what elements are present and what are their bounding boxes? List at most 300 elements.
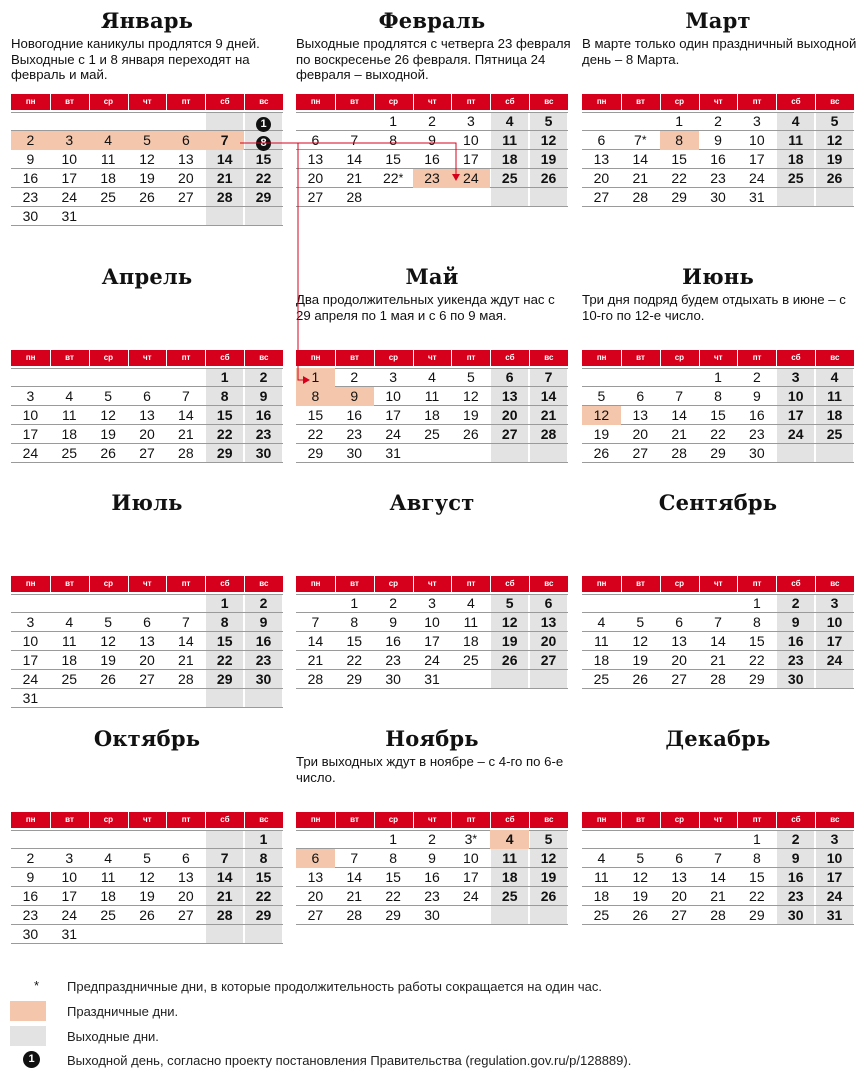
day-number: 27 [593, 189, 610, 205]
day-number: 16 [346, 407, 363, 423]
weekday-header: вт [621, 812, 660, 828]
day-number: 6 [181, 850, 190, 866]
day-number: 15 [216, 633, 233, 649]
day-number: 31 [826, 907, 843, 923]
weekday-header: пт [737, 576, 776, 592]
day-number: 14 [710, 633, 726, 649]
day-number: 12 [139, 869, 155, 885]
weekday-header: вт [335, 812, 374, 828]
weekday-header: вс [815, 94, 854, 110]
weekday-header: пн [582, 94, 621, 110]
day-cell [660, 444, 699, 463]
day-number: 1 [220, 595, 229, 611]
weekday-header: пн [11, 812, 50, 828]
day-cell [621, 188, 660, 207]
day-cell [776, 849, 815, 868]
day-number: 15 [216, 407, 233, 423]
day-number: 16 [787, 633, 804, 649]
day-number: 6 [505, 369, 514, 385]
day-cell [205, 131, 244, 150]
day-cell [413, 150, 452, 169]
day-cell [205, 368, 244, 387]
row-divider [11, 112, 283, 113]
day-cell [11, 651, 50, 670]
day-number: 8 [752, 614, 761, 630]
day-number: 5 [143, 132, 151, 148]
day-cell [374, 830, 413, 849]
transfer-badge-icon: 1 [256, 117, 271, 132]
day-cell [244, 188, 283, 207]
month-note: Новогодние каникулы продлятся 9 дней. Выходные с 1 и 8 января переходят на февраль и май. [11, 36, 260, 83]
day-number: 11 [827, 388, 842, 404]
day-cell [335, 406, 374, 425]
day-cell [529, 887, 568, 906]
day-cell [699, 368, 738, 387]
day-cell [166, 188, 205, 207]
day-cell [374, 651, 413, 670]
header-divider [699, 812, 700, 828]
day-number: 23 [346, 426, 363, 442]
day-number: 1 [220, 369, 229, 385]
day-number: 26 [540, 888, 557, 904]
day-cell [166, 406, 205, 425]
day-number: 30 [22, 208, 39, 224]
header-divider [166, 94, 167, 110]
day-cell [451, 112, 490, 131]
day-number: 30 [255, 445, 272, 461]
day-number: 7 [714, 614, 722, 630]
day-cell [451, 887, 490, 906]
header-divider [776, 812, 777, 828]
day-cell [776, 594, 815, 613]
day-number: 30 [22, 926, 39, 942]
day-cell [815, 887, 854, 906]
day-number: 11 [502, 850, 518, 866]
day-cell [50, 131, 89, 150]
day-number: 31 [61, 208, 78, 224]
day-number: 27 [671, 671, 687, 687]
day-cell [699, 849, 738, 868]
header-divider [374, 576, 375, 592]
day-cell [244, 444, 283, 463]
day-number: 18 [501, 869, 518, 885]
weekday-header: сб [205, 812, 244, 828]
header-divider [166, 350, 167, 366]
day-cell [244, 387, 283, 406]
day-cell [11, 169, 50, 188]
day-number: 26 [826, 170, 843, 186]
day-cell [776, 868, 815, 887]
day-number: 30 [710, 189, 726, 205]
day-number: 7 [714, 850, 722, 866]
weekday-header: вт [50, 812, 89, 828]
header-divider [205, 812, 206, 828]
day-cell [244, 406, 283, 425]
day-cell [128, 887, 167, 906]
header-divider [335, 94, 336, 110]
month-name: Ноябрь [385, 726, 479, 751]
day-number: 25 [61, 671, 78, 687]
legend-holiday [10, 1001, 850, 1021]
day-cell [205, 406, 244, 425]
header-divider [815, 812, 816, 828]
header-divider [451, 94, 452, 110]
day-number: 2 [389, 595, 398, 611]
day-number: 29 [255, 907, 272, 923]
day-cell [244, 670, 283, 689]
day-cell [490, 849, 529, 868]
day-number: 10 [385, 388, 401, 404]
day-number: 3 [791, 369, 800, 385]
header-divider [490, 94, 491, 110]
header-divider [50, 350, 51, 366]
day-cell [776, 112, 815, 131]
day-number: 11 [424, 388, 440, 404]
day-cell [451, 849, 490, 868]
day-cell [451, 632, 490, 651]
header-divider [50, 812, 51, 828]
day-number: 20 [178, 170, 194, 186]
weekday-header: чт [128, 94, 167, 110]
day-cell [529, 368, 568, 387]
day-cell [490, 169, 529, 188]
weekday-header: вт [621, 94, 660, 110]
day-cell [89, 651, 128, 670]
weekday-header: ср [89, 812, 128, 828]
weekday-header: ср [660, 812, 699, 828]
header-divider [128, 350, 129, 366]
day-cell [11, 150, 50, 169]
weekday-header: чт [413, 350, 452, 366]
day-number: 5 [505, 595, 514, 611]
day-cell [89, 906, 128, 925]
day-cell [582, 406, 621, 425]
day-number: 6 [181, 132, 190, 148]
day-number: 10 [22, 407, 39, 423]
day-number: 19 [139, 170, 155, 186]
weekday-header: сб [490, 812, 529, 828]
day-cell [205, 651, 244, 670]
day-cell [815, 594, 854, 613]
day-number: 17 [22, 652, 39, 668]
day-number: 3 [464, 831, 473, 847]
day-cell [621, 906, 660, 925]
day-cell [166, 444, 205, 463]
day-cell [166, 131, 205, 150]
day-number: 2 [26, 132, 35, 148]
day-cell [621, 849, 660, 868]
header-divider [660, 576, 661, 592]
day-cell [815, 868, 854, 887]
day-number: 10 [749, 132, 765, 148]
header-divider [660, 94, 661, 110]
day-number: 25 [593, 671, 610, 687]
day-number: 6 [311, 132, 320, 148]
day-number: 17 [22, 426, 39, 442]
day-cell [374, 150, 413, 169]
day-cell [699, 887, 738, 906]
day-number: 22 [216, 426, 233, 442]
day-cell [815, 425, 854, 444]
day-number: 30 [787, 907, 804, 923]
header-divider [166, 576, 167, 592]
day-cell [166, 150, 205, 169]
day-cell [50, 444, 89, 463]
day-cell [660, 425, 699, 444]
day-number: 30 [749, 445, 765, 461]
day-cell [451, 406, 490, 425]
weekday-header: вт [335, 350, 374, 366]
weekday-header: пт [451, 576, 490, 592]
month-name: Август [389, 490, 475, 515]
day-number: 31 [749, 189, 765, 205]
day-cell [699, 425, 738, 444]
weekday-header: пт [166, 576, 205, 592]
day-number: 13 [632, 407, 649, 423]
day-cell [50, 406, 89, 425]
weekday-header: пт [737, 812, 776, 828]
day-cell [128, 632, 167, 651]
day-cell [737, 444, 776, 463]
day-cell [490, 150, 529, 169]
day-number: 21 [671, 426, 687, 442]
day-number: 13 [139, 633, 155, 649]
day-cell [815, 387, 854, 406]
month-name: Май [405, 264, 459, 289]
day-cell [451, 150, 490, 169]
preholiday-star-icon: * [398, 171, 404, 185]
day-number: 27 [139, 445, 155, 461]
day-cell [296, 670, 335, 689]
day-number: 25 [826, 426, 843, 442]
day-cell [374, 632, 413, 651]
day-number: 3 [65, 132, 74, 148]
day-cell [296, 425, 335, 444]
day-number: 23 [710, 170, 726, 186]
day-cell [737, 887, 776, 906]
day-number: 19 [632, 652, 649, 668]
day-number: 15 [671, 151, 687, 167]
day-number: 23 [255, 652, 272, 668]
day-cell [50, 613, 89, 632]
day-cell [374, 906, 413, 925]
day-number: 25 [100, 189, 116, 205]
day-cell [776, 387, 815, 406]
day-cell [737, 387, 776, 406]
day-number: 8 [259, 850, 268, 866]
day-cell [244, 651, 283, 670]
day-cell [335, 444, 374, 463]
day-number: 7 [311, 614, 320, 630]
day-number: 1 [675, 113, 684, 129]
day-number: 11 [788, 132, 804, 148]
day-number: 26 [593, 445, 610, 461]
day-cell [413, 112, 452, 131]
day-cell [128, 131, 167, 150]
day-cell [737, 849, 776, 868]
day-cell [529, 868, 568, 887]
weekday-header: пн [582, 350, 621, 366]
day-number: 17 [749, 151, 765, 167]
header-divider [205, 94, 206, 110]
day-number: 11 [61, 633, 77, 649]
day-cell [50, 169, 89, 188]
day-number: 13 [139, 407, 155, 423]
day-cell [166, 613, 205, 632]
day-number: 28 [216, 189, 233, 205]
day-number: 23 [255, 426, 272, 442]
day-cell [374, 594, 413, 613]
day-cell [11, 387, 50, 406]
day-cell [776, 906, 815, 925]
day-number: 14 [710, 869, 726, 885]
day-cell [205, 632, 244, 651]
star-icon: * [34, 978, 40, 993]
header-divider [490, 576, 491, 592]
day-number: 12 [540, 132, 557, 148]
header-divider [89, 576, 90, 592]
day-cell [776, 131, 815, 150]
day-number: 3 [26, 614, 35, 630]
day-number: 25 [424, 426, 440, 442]
day-number: 15 [346, 633, 363, 649]
day-number: 18 [593, 652, 610, 668]
day-cell [621, 632, 660, 651]
day-number: 3 [389, 369, 398, 385]
day-cell [699, 150, 738, 169]
header-divider [451, 350, 452, 366]
day-cell [205, 169, 244, 188]
day-number: 24 [463, 170, 479, 186]
legend-preholiday-text: Предпраздничные дни, в которые продолжительность работы сокращается на один час. [67, 979, 602, 994]
weekday-header: чт [413, 576, 452, 592]
weekday-header: чт [128, 576, 167, 592]
day-cell [451, 368, 490, 387]
day-number: 26 [501, 652, 518, 668]
day-number: 8 [389, 850, 398, 866]
day-number: 25 [501, 888, 518, 904]
day-number: 31 [385, 445, 401, 461]
day-cell [128, 906, 167, 925]
day-cell [413, 131, 452, 150]
day-number: 5 [544, 113, 553, 129]
day-cell [244, 131, 283, 150]
weekday-header: ср [660, 94, 699, 110]
day-number: 31 [22, 690, 39, 706]
day-number: 28 [346, 189, 363, 205]
weekday-header: вс [244, 350, 283, 366]
weekday-header: чт [699, 812, 738, 828]
day-number: 23 [424, 888, 440, 904]
day-cell [582, 613, 621, 632]
day-number: 30 [424, 907, 440, 923]
day-cell [50, 387, 89, 406]
day-cell [296, 868, 335, 887]
day-cell [11, 632, 50, 651]
day-number: 21 [632, 170, 649, 186]
day-number: 12 [100, 633, 116, 649]
day-number: 1 [259, 831, 268, 847]
weekday-header: пн [582, 576, 621, 592]
day-cell [737, 188, 776, 207]
day-cell [660, 849, 699, 868]
header-divider [205, 350, 206, 366]
weekend-swatch [10, 1026, 46, 1046]
day-cell [296, 406, 335, 425]
day-number: 16 [255, 633, 272, 649]
day-number: 13 [307, 151, 324, 167]
day-cell [621, 406, 660, 425]
header-divider [621, 576, 622, 592]
day-cell [89, 387, 128, 406]
day-cell [244, 632, 283, 651]
day-number: 29 [749, 671, 765, 687]
day-number: 7 [544, 369, 553, 385]
day-cell [815, 906, 854, 925]
day-number: 11 [594, 633, 609, 649]
day-cell [621, 387, 660, 406]
day-cell [490, 868, 529, 887]
day-number: 7 [220, 132, 229, 148]
day-cell [451, 651, 490, 670]
day-number: 18 [826, 407, 843, 423]
header-divider [451, 576, 452, 592]
day-cell [529, 406, 568, 425]
day-cell [660, 632, 699, 651]
holiday-swatch [10, 1001, 46, 1021]
weekday-header: сб [490, 576, 529, 592]
weekday-header: пт [166, 350, 205, 366]
weekday-header: ср [374, 576, 413, 592]
day-number: 17 [787, 407, 804, 423]
day-number: 7 [675, 388, 684, 404]
header-divider [374, 94, 375, 110]
day-cell [737, 425, 776, 444]
day-cell [451, 425, 490, 444]
day-cell [490, 887, 529, 906]
day-number: 12 [632, 869, 649, 885]
day-cell [815, 131, 854, 150]
day-number: 6 [311, 850, 320, 866]
day-cell [451, 387, 490, 406]
day-number: 4 [428, 369, 436, 385]
day-cell [413, 368, 452, 387]
day-cell [374, 868, 413, 887]
day-cell [89, 169, 128, 188]
day-number: 27 [139, 671, 155, 687]
day-cell [699, 112, 738, 131]
day-cell [582, 670, 621, 689]
day-cell [490, 594, 529, 613]
day-number: 21 [178, 426, 194, 442]
day-number: 1 [350, 595, 359, 611]
day-cell [374, 887, 413, 906]
day-number: 25 [501, 170, 518, 186]
day-number: 20 [671, 888, 687, 904]
day-cell [529, 651, 568, 670]
day-cell [815, 632, 854, 651]
day-cell [89, 887, 128, 906]
header-divider [815, 350, 816, 366]
day-cell [451, 868, 490, 887]
day-cell [244, 887, 283, 906]
day-number: 13 [671, 869, 687, 885]
day-cell [128, 150, 167, 169]
day-cell [205, 150, 244, 169]
header-divider [128, 812, 129, 828]
day-number: 23 [385, 652, 401, 668]
day-cell [374, 169, 413, 188]
